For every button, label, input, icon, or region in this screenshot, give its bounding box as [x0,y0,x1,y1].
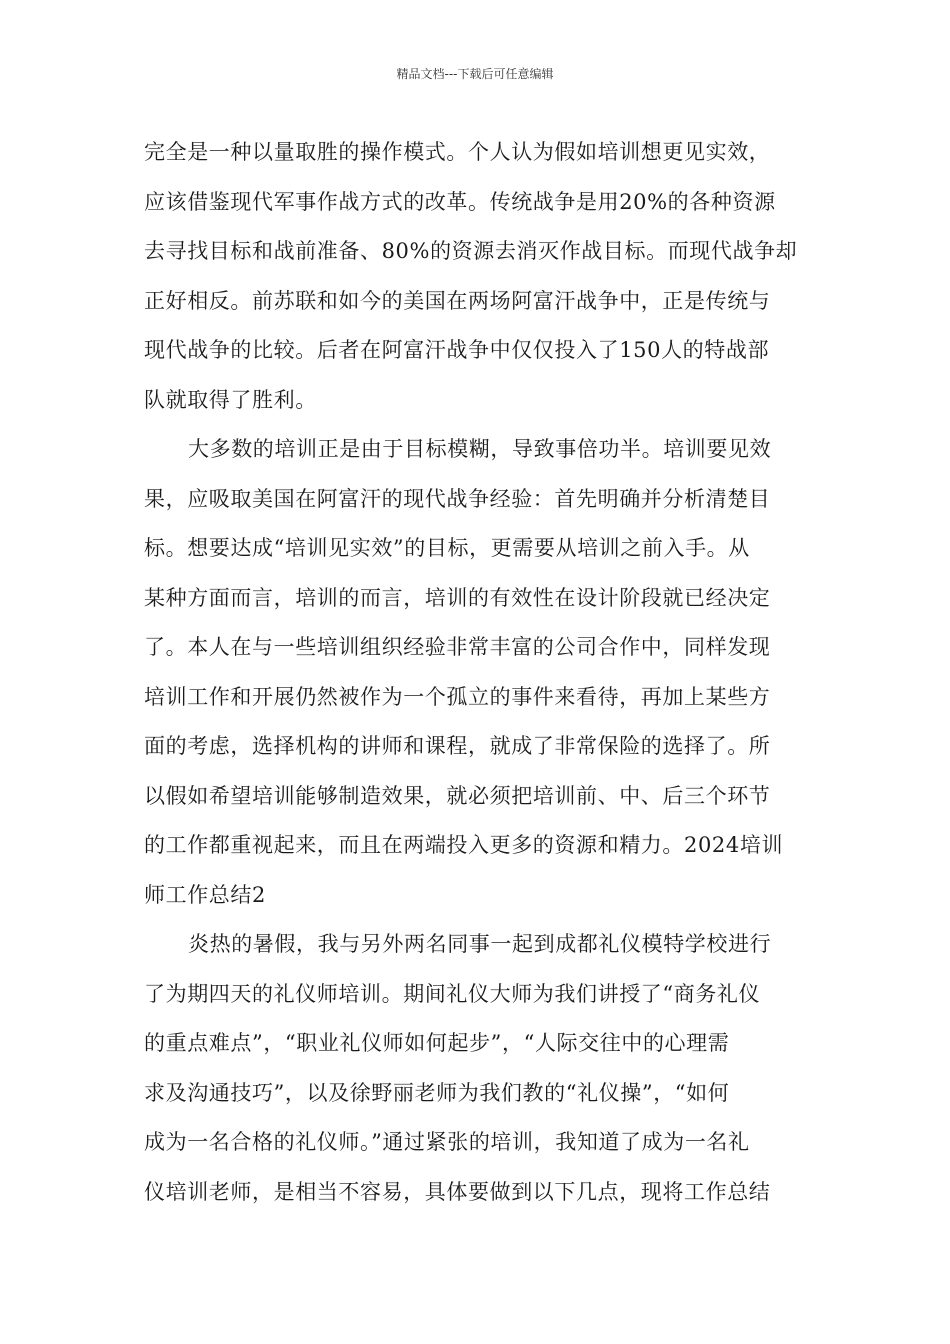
paragraph-1 [144,128,808,425]
text-line: 现代战争的比较。后者在阿富汗战争中仅仅投入了150人的特战部 [144,338,770,362]
text-line: 了为期四天的礼仪师培训。期间礼仪大师为我们讲授了“商务礼仪 [144,981,761,1006]
text-line: 炎热的暑假，我与另外两名同事一起到成都礼仪模特学校进行 [188,932,772,956]
text-line: 大多数的培训正是由于目标模糊，导致事倍功半。培训要见效 [188,437,772,461]
text-line: 某种方面而言，培训的而言，培训的有效性在设计阶段就已经决定 [144,585,771,610]
text-line: 果，应吸取美国在阿富汗的现代战争经验：首先明确并分析清楚目 [144,486,771,511]
text-line: 队就取得了胜利。 [144,387,317,412]
text-line: 师工作总结2 [144,882,266,907]
text-line: 的工作都重视起来，而且在两端投入更多的资源和精力。2024培训 [144,833,784,857]
text-line: 的重点难点”，“职业礼仪师如何起步”，“人际交往中的心理需 [144,1031,730,1055]
text-line: 正好相反。前苏联和如今的美国在两场阿富汗战争中，正是传统与 [144,288,771,313]
document-body [144,128,808,1217]
text-line: 应该借鉴现代军事作战方式的改革。传统战争是用20%的各种资源 [144,189,776,214]
text-line: 了。本人在与一些培训组织经验非常丰富的公司合作中，同样发现 [144,635,771,659]
text-line: 成为一名合格的礼仪师。”通过紧张的培训，我知道了成为一名礼 [144,1130,750,1154]
text-line: 面的考虑，选择机构的讲师和课程，就成了非常保险的选择了。所 [144,734,771,758]
text-line: 标。想要达成“培训见实效”的目标，更需要从培训之前入手。从 [144,536,750,560]
paragraph-3 [144,920,808,1217]
paragraph-2 [144,425,808,920]
text-line: 求及沟通技巧”，以及徐野丽老师为我们教的“礼仪操”，“如何 [144,1080,730,1105]
text-line: 以假如希望培训能够制造效果，就必须把培训前、中、后三个环节 [144,783,771,808]
text-line: 仪培训老师，是相当不容易，具体要做到以下几点，现将工作总结 [144,1179,771,1204]
page-header: 精品文档---下载后可任意编辑 [396,67,554,81]
text-line: 培训工作和开展仍然被作为一个孤立的事件来看待，再加上某些方 [144,684,771,709]
text-line: 完全是一种以量取胜的操作模式。个人认为假如培训想更见实效， [144,140,771,164]
text-line: 去寻找目标和战前准备、80%的资源去消灭作战目标。而现代战争却 [144,239,798,263]
